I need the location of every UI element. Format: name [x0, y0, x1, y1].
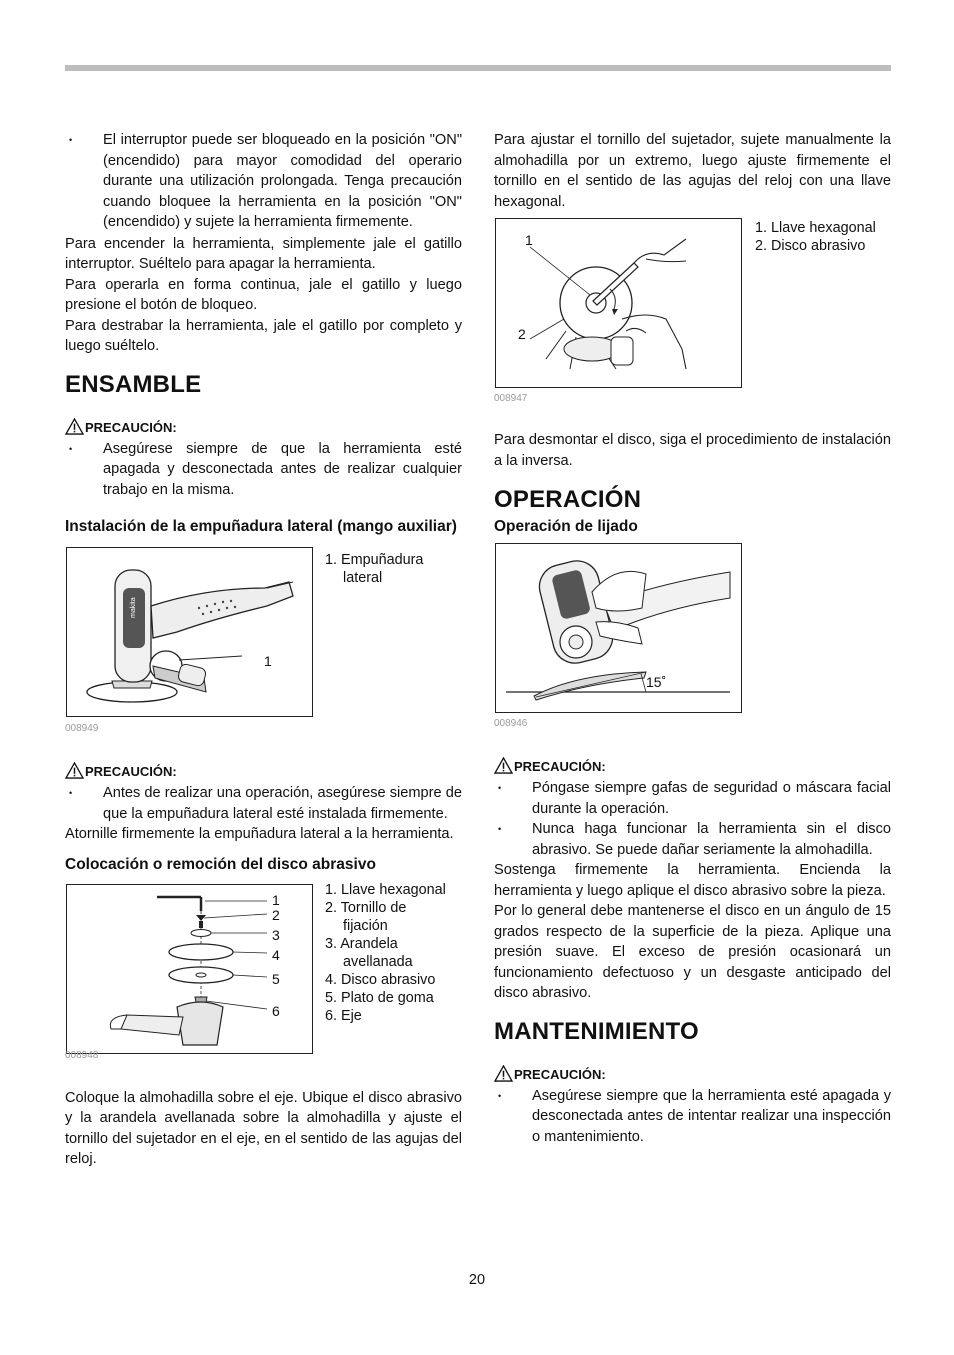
caution-text: PRECAUCIÓN:: [514, 759, 606, 774]
bullet-no-disc: • Nunca haga funcionar la herramienta sin el disco abrasivo. Se puede dañar seriamente la almohadilla.: [494, 819, 891, 860]
para-grip: Atornille firmemente la empuñadura lateral a la herramienta.: [65, 826, 454, 842]
sander-side-grip-illustration: [67, 548, 311, 715]
para-remove: Para desmontar el disco, siga el procedimiento de instalación a la inversa.: [494, 432, 891, 469]
figure-code: 008949: [65, 723, 99, 734]
warning-triangle-icon: [65, 762, 84, 779]
callout-1: 1: [525, 232, 533, 248]
legend-item: 6. Eje: [325, 1007, 362, 1024]
figure-hexkey-block: [494, 218, 891, 416]
legend-item: fijación: [343, 917, 388, 934]
warning-triangle-icon: [65, 418, 84, 435]
right-column: [494, 130, 891, 1147]
caution-text: PRECAUCIÓN:: [514, 1066, 606, 1082]
para-continuous: Para operarla en forma continua, jale el gatillo y luego presione el botón de bloqueo.: [65, 276, 462, 313]
heading-ensamble: ENSAMBLE: [65, 370, 202, 398]
figure-disc-legend: [325, 881, 446, 1025]
para-hold: Sostenga firmemente la herramienta. Encienda la herramienta y luego aplique el disco abrasivo sobre la pieza.: [494, 862, 891, 899]
callout-2: 2: [518, 326, 526, 342]
para-adjust: Para ajustar el tornillo del sujetador, sujete manualmente la almohadilla por un extremo, luego ajuste firmemente el tornillo en el sentido de las agujas del reloj con una llave hexagonal.: [494, 132, 891, 210]
warning-triangle-icon: [494, 757, 513, 774]
figure-code: 008948: [65, 1049, 99, 1061]
heading-mantenimiento: MANTENIMIENTO: [494, 1017, 699, 1045]
figure-code: 008946: [494, 718, 528, 729]
bullet-maintenance: • Asegúrese siempre que la herramienta esté apagada y desconectada antes de intentar realizar una inspección o mantenimiento.: [494, 1086, 891, 1148]
figure-side-grip: [66, 547, 313, 717]
figure-hexkey-legend: [755, 219, 876, 255]
figure-sanding-block: [494, 543, 891, 733]
bullet-ensamble: • Asegúrese siempre de que la herramienta esté apagada y desconectada antes de realizar cualquier trabajo en la misma.: [65, 439, 462, 501]
caution-label: [65, 762, 462, 779]
page-number: 20: [468, 1272, 486, 1288]
svg-text:makita: makita: [130, 597, 137, 618]
figure-disc-block: [65, 881, 462, 1071]
para-pad: Coloque la almohadilla sobre el eje. Ubique el disco abrasivo y la arandela avellanada sobre la almohadilla y ajuste el tornillo del sujetador en el eje, en el sentido de las agujas del reloj.: [65, 1089, 462, 1167]
caution-text: PRECAUCIÓN:: [85, 764, 177, 779]
sanding-angle-illustration: [496, 544, 740, 711]
subheading-grip: Instalación de la empuñadura lateral (mango auxiliar): [65, 518, 457, 535]
legend-item: 5. Plato de goma: [325, 989, 434, 1006]
legend-item: 2. Tornillo de: [325, 899, 407, 916]
caution-label: [494, 757, 891, 774]
legend-item-1-cont: lateral: [343, 570, 383, 586]
figure-code: 008947: [494, 393, 528, 404]
callout-2: 2: [272, 906, 280, 923]
legend-item-1: 1. Empuñadura: [325, 552, 424, 568]
callout-3: 3: [272, 926, 280, 943]
legend-item: 2. Disco abrasivo: [755, 238, 866, 254]
left-column: [65, 130, 462, 1170]
bullet-grip: • Antes de realizar una operación, asegúrese siempre de que la empuñadura lateral esté instalada firmemente.: [65, 783, 462, 824]
caution-label: [65, 418, 462, 435]
header-rule: [65, 65, 891, 71]
para-angle: Por lo general debe mantenerse el disco en un ángulo de 15 grados respecto de la superficie de la pieza. Aplique una presión suave. El exceso de presión ocasionará un funcionamiento defectuoso y un desgaste anticipado del disco abrasivo.: [494, 903, 891, 1001]
caution-label: [494, 1065, 891, 1082]
legend-item: avellanada: [343, 953, 413, 970]
legend-item: 3. Arandela: [325, 935, 398, 952]
callout-6: 6: [272, 1002, 280, 1019]
subheading-sanding: Operación de lijado: [494, 518, 638, 535]
figure-grip-block: [65, 547, 462, 743]
subheading-disc: Colocación o remoción del disco abrasivo: [65, 855, 376, 873]
figure-sanding-angle: [495, 543, 742, 713]
figure-hex-key: [495, 218, 742, 388]
callout-1: 1: [272, 891, 280, 908]
legend-item: 1. Llave hexagonal: [325, 881, 446, 898]
bullet-switch-lock: • El interruptor puede ser bloqueado en la posición "ON" (encendido) para mayor comodidad del operario durante una utilización prolongada. Tenga precaución cuando bloquee la herramienta en la posición "ON" (encendido) y sujete la herramienta firmemente.: [65, 130, 462, 233]
angle-label: 15˚: [646, 674, 667, 690]
caution-text: PRECAUCIÓN:: [85, 419, 177, 435]
bullet-goggles: • Póngase siempre gafas de seguridad o máscara facial durante la operación.: [494, 778, 891, 819]
warning-triangle-icon: [494, 1065, 513, 1082]
callout-1: 1: [264, 653, 272, 669]
legend-item: 4. Disco abrasivo: [325, 971, 436, 988]
callout-5: 5: [272, 970, 280, 987]
para-unlock: Para destrabar la herramienta, jale el gatillo por completo y luego suéltelo.: [65, 317, 462, 354]
heading-operacion: OPERACIÓN: [494, 486, 642, 513]
legend-item: 1. Llave hexagonal: [755, 220, 876, 236]
figure-disc-assembly: [66, 884, 313, 1054]
para-start: Para encender la herramienta, simplemente jale el gatillo interruptor. Suéltelo para apagar la herramienta.: [65, 235, 462, 272]
callout-4: 4: [272, 946, 280, 963]
figure-grip-legend: [325, 551, 423, 587]
